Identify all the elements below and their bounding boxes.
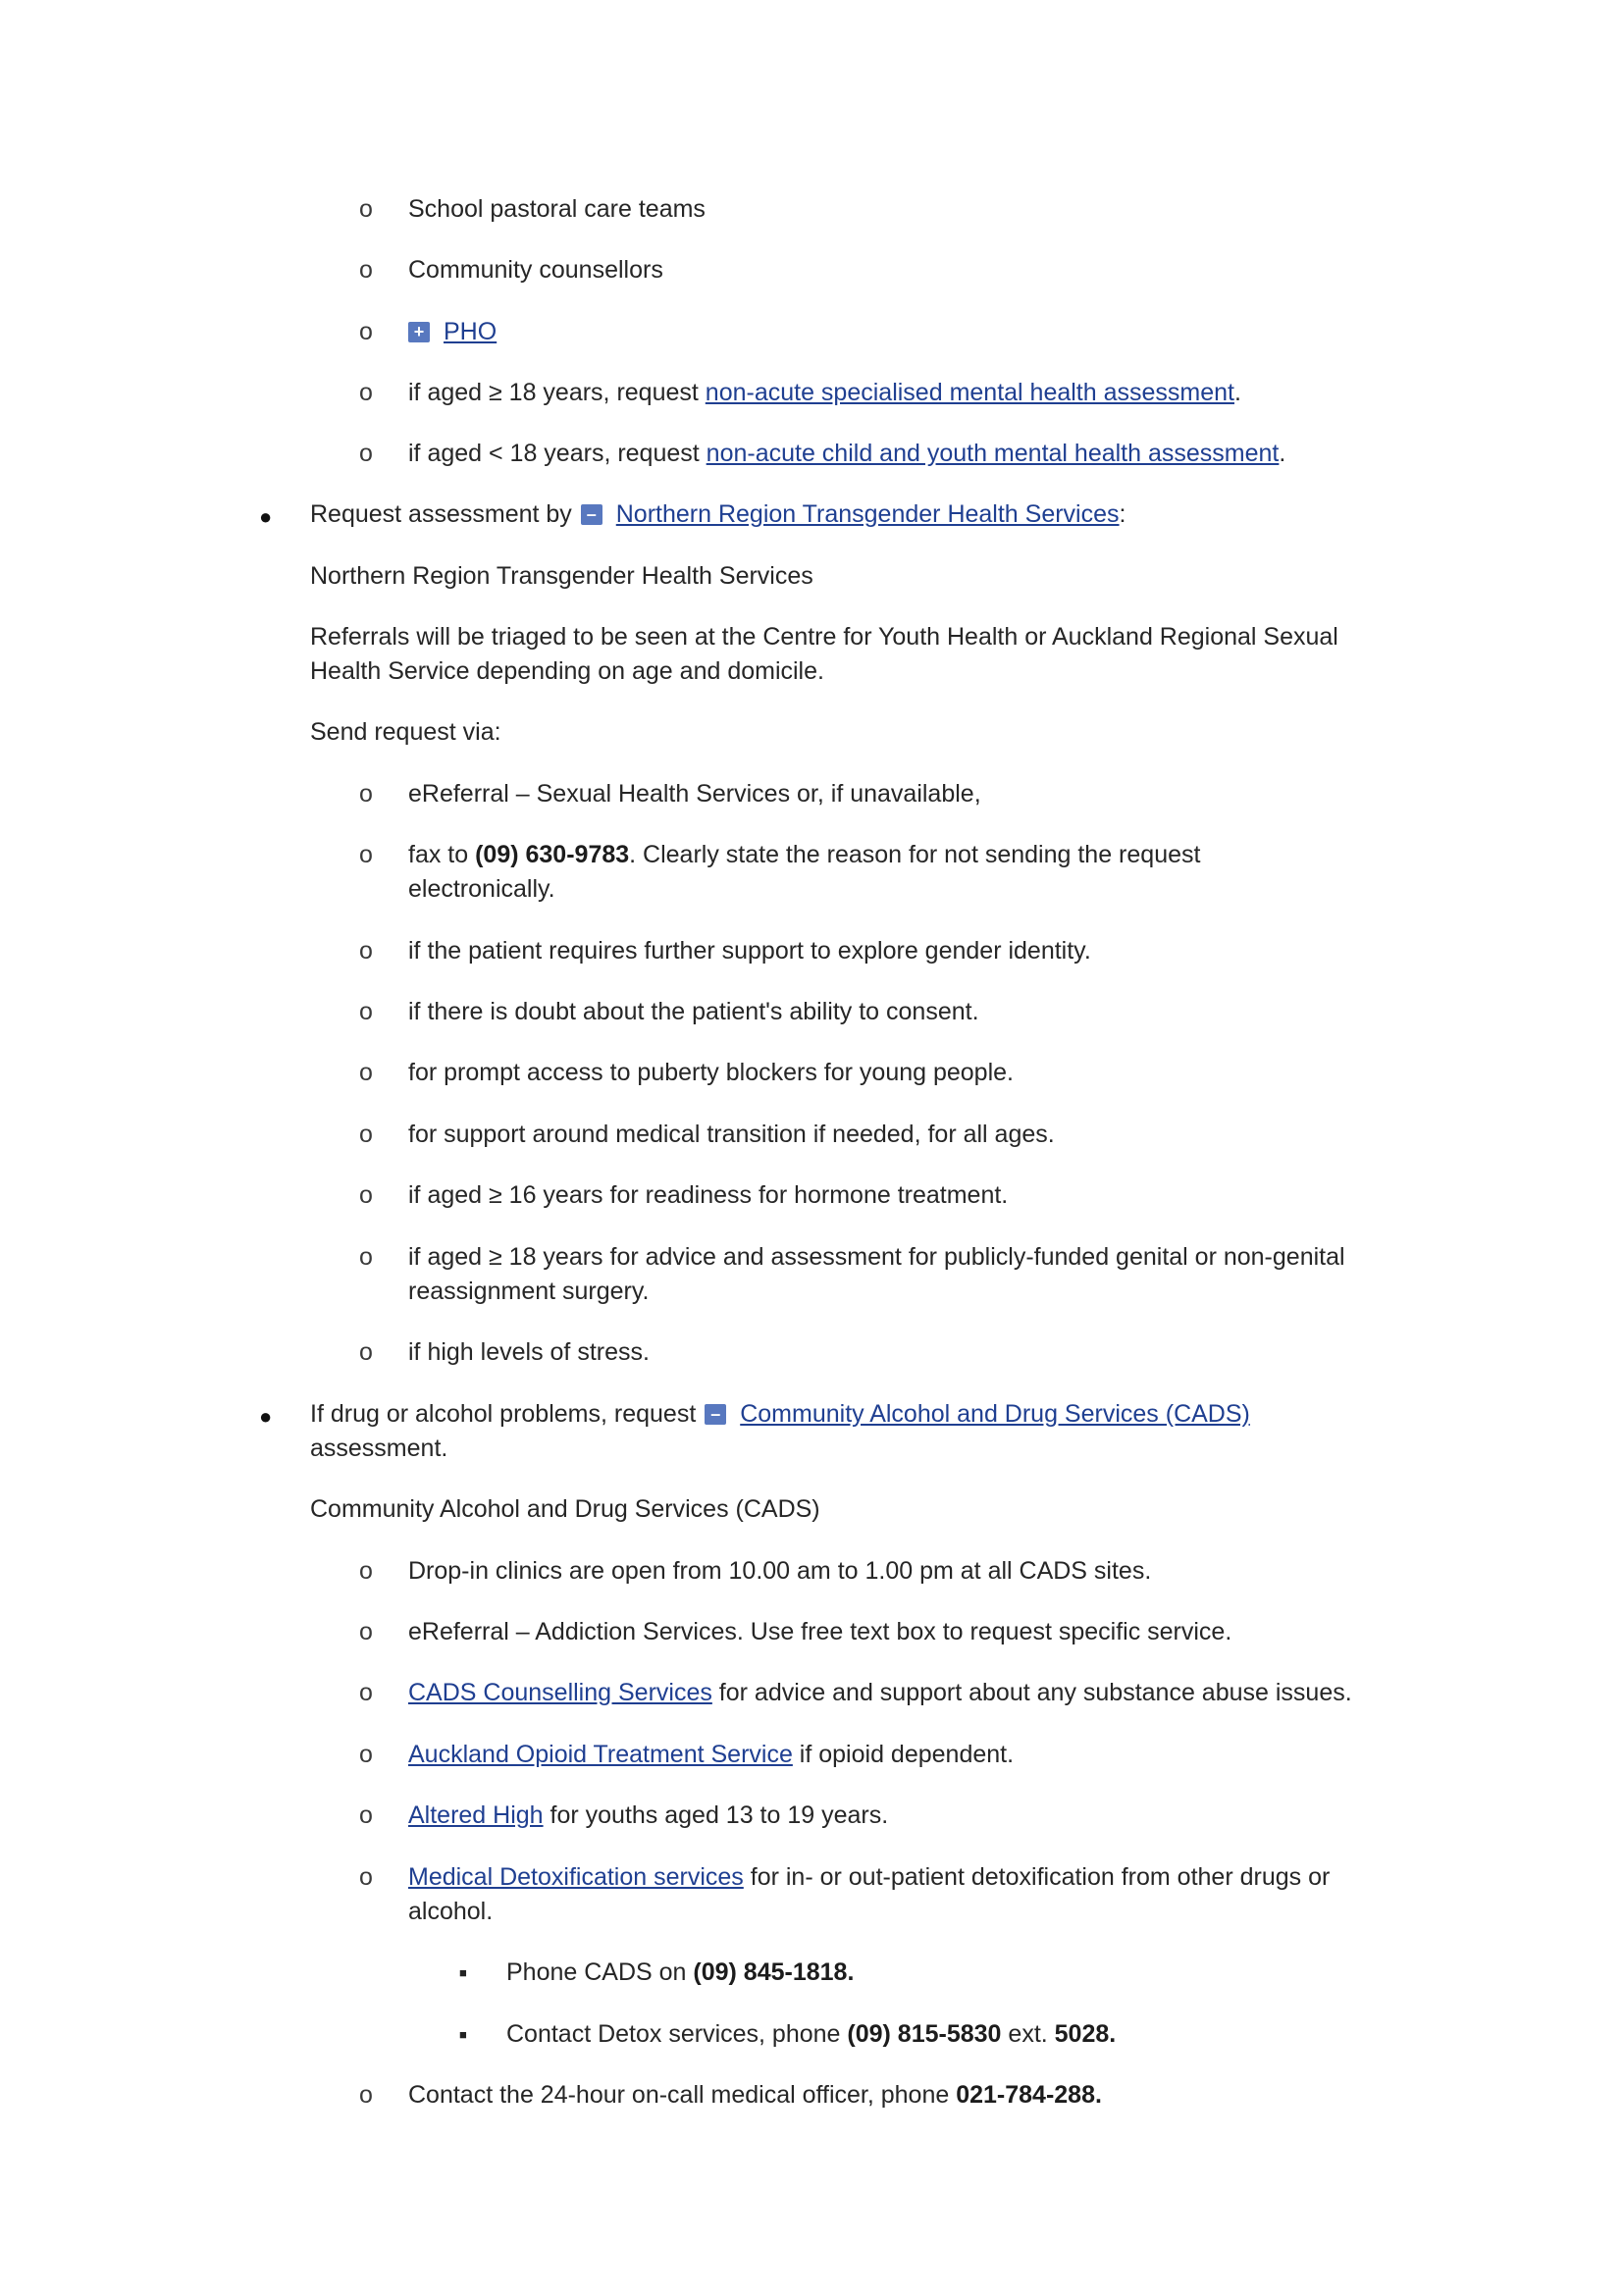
list-marker-circle: o (359, 440, 373, 467)
bullet-text: If drug or alcohol problems, request (310, 1400, 697, 1428)
list-item (408, 376, 1241, 410)
transgender-bullet (310, 497, 1126, 532)
fax-number: (09) 630-9783 (475, 841, 630, 868)
sub-list-item (506, 1956, 854, 1990)
item-text: if aged < 18 years, request (408, 440, 707, 467)
list-marker-circle: o (359, 195, 373, 223)
sub-list-item (506, 2017, 1116, 2052)
bullet-continuation: assessment. (310, 1435, 448, 1462)
detox-phone-number: (09) 815-5830 (847, 2020, 1002, 2048)
pho-link[interactable]: PHO (444, 318, 497, 345)
list-item (408, 2078, 1102, 2113)
list-marker-square: ■ (459, 2027, 467, 2042)
list-marker-circle: o (359, 1557, 373, 1585)
list-item (408, 1676, 1352, 1710)
list-item: if aged ≥ 18 years for advice and assessment for publicly-funded genital or non-genital (408, 1243, 1345, 1271)
list-marker-disc: ● (259, 504, 273, 529)
item-text: Contact the 24-hour on-call medical officer, phone (408, 2081, 957, 2109)
list-marker-circle: o (359, 1679, 373, 1706)
item-text: . (1279, 440, 1286, 467)
detox-phone-extension: 5028. (1054, 2020, 1117, 2048)
list-item: Drop-in clinics are open from 10.00 am to 1.00 pm at all CADS sites. (408, 1557, 1152, 1585)
item-text: if opioid dependent. (792, 1741, 1015, 1768)
list-marker-circle: o (359, 2081, 373, 2109)
list-item (408, 315, 497, 349)
item-text: ext. (1001, 2020, 1055, 2048)
list-marker-circle: o (359, 841, 373, 868)
cads-link[interactable]: Community Alcohol and Drug Services (CADS) (740, 1400, 1250, 1428)
expand-plus-icon[interactable]: + (408, 322, 430, 342)
list-marker-circle: o (359, 1741, 373, 1768)
list-item: eReferral – Sexual Health Services or, if unavailable, (408, 780, 981, 808)
list-item: if there is doubt about the patient's ability to consent. (408, 998, 979, 1025)
altered-high-link[interactable]: Altered High (408, 1801, 544, 1829)
list-marker-circle: o (359, 318, 373, 345)
list-marker-circle: o (359, 1121, 373, 1148)
list-item (408, 437, 1285, 471)
list-item (408, 1738, 1014, 1772)
item-text: for in- or out-patient detoxification from other drugs or (743, 1863, 1331, 1891)
list-marker-circle: o (359, 1059, 373, 1086)
bullet-text: : (1119, 500, 1126, 528)
paragraph-line: Health Service depending on age and domicile. (310, 657, 824, 685)
list-item-continuation: reassignment surgery. (408, 1278, 650, 1305)
list-item: Community counsellors (408, 256, 663, 284)
list-item: for support around medical transition if needed, for all ages. (408, 1121, 1055, 1148)
item-text: fax to (408, 841, 476, 868)
list-item: eReferral – Addiction Services. Use free text box to request specific service. (408, 1618, 1232, 1645)
bullet-text: Request assessment by (310, 500, 572, 528)
list-item-continuation: electronically. (408, 875, 555, 903)
item-text: Contact Detox services, phone (506, 2020, 848, 2048)
list-marker-square: ■ (459, 1965, 467, 1980)
list-marker-circle: o (359, 1338, 373, 1366)
list-marker-circle: o (359, 998, 373, 1025)
list-marker-circle: o (359, 1243, 373, 1271)
collapse-minus-icon[interactable]: – (705, 1404, 726, 1425)
list-item (408, 1799, 888, 1833)
cads-bullet (310, 1397, 1250, 1432)
item-text: Phone CADS on (506, 1958, 694, 1986)
item-text: for advice and support about any substance abuse issues. (711, 1679, 1352, 1706)
list-marker-circle: o (359, 1181, 373, 1209)
specialised-mental-health-assessment-link[interactable]: non-acute specialised mental health assessment (705, 379, 1234, 406)
list-marker-circle: o (359, 1863, 373, 1891)
list-marker-circle: o (359, 379, 373, 406)
list-item: for prompt access to puberty blockers for young people. (408, 1059, 1014, 1086)
item-text: . (1234, 379, 1241, 406)
opioid-treatment-link[interactable]: Auckland Opioid Treatment Service (408, 1741, 793, 1768)
list-item: if the patient requires further support to explore gender identity. (408, 937, 1091, 965)
transgender-health-services-link[interactable]: Northern Region Transgender Health Services (615, 500, 1120, 528)
list-marker-circle: o (359, 780, 373, 808)
child-youth-mental-health-assessment-link[interactable]: non-acute child and youth mental health assessment (706, 440, 1280, 467)
list-item: School pastoral care teams (408, 195, 706, 223)
oncall-phone-number: 021-784-288. (956, 2081, 1102, 2109)
list-item: if aged ≥ 16 years for readiness for hormone treatment. (408, 1181, 1009, 1209)
list-marker-circle: o (359, 1801, 373, 1829)
paragraph-line: Referrals will be triaged to be seen at the Centre for Youth Health or Auckland Regional Sexual (310, 623, 1338, 651)
item-text: . Clearly state the reason for not sending the request (629, 841, 1201, 868)
list-marker-circle: o (359, 937, 373, 965)
collapse-minus-icon[interactable]: – (581, 504, 602, 525)
cads-phone-number: (09) 845-1818. (693, 1958, 855, 1986)
list-item-continuation: alcohol. (408, 1898, 494, 1925)
medical-detox-link[interactable]: Medical Detoxification services (408, 1863, 744, 1891)
list-marker-circle: o (359, 1618, 373, 1645)
item-text: if aged ≥ 18 years, request (408, 379, 706, 406)
list-item: if high levels of stress. (408, 1338, 650, 1366)
cads-counselling-link[interactable]: CADS Counselling Services (408, 1679, 712, 1706)
item-text: for youths aged 13 to 19 years. (543, 1801, 889, 1829)
send-request-label: Send request via: (310, 718, 501, 746)
list-item (408, 1860, 1330, 1895)
list-item (408, 838, 1200, 872)
list-marker-circle: o (359, 256, 373, 284)
list-marker-disc: ● (259, 1404, 273, 1429)
section-heading: Northern Region Transgender Health Services (310, 562, 813, 590)
section-heading: Community Alcohol and Drug Services (CADS) (310, 1495, 820, 1523)
